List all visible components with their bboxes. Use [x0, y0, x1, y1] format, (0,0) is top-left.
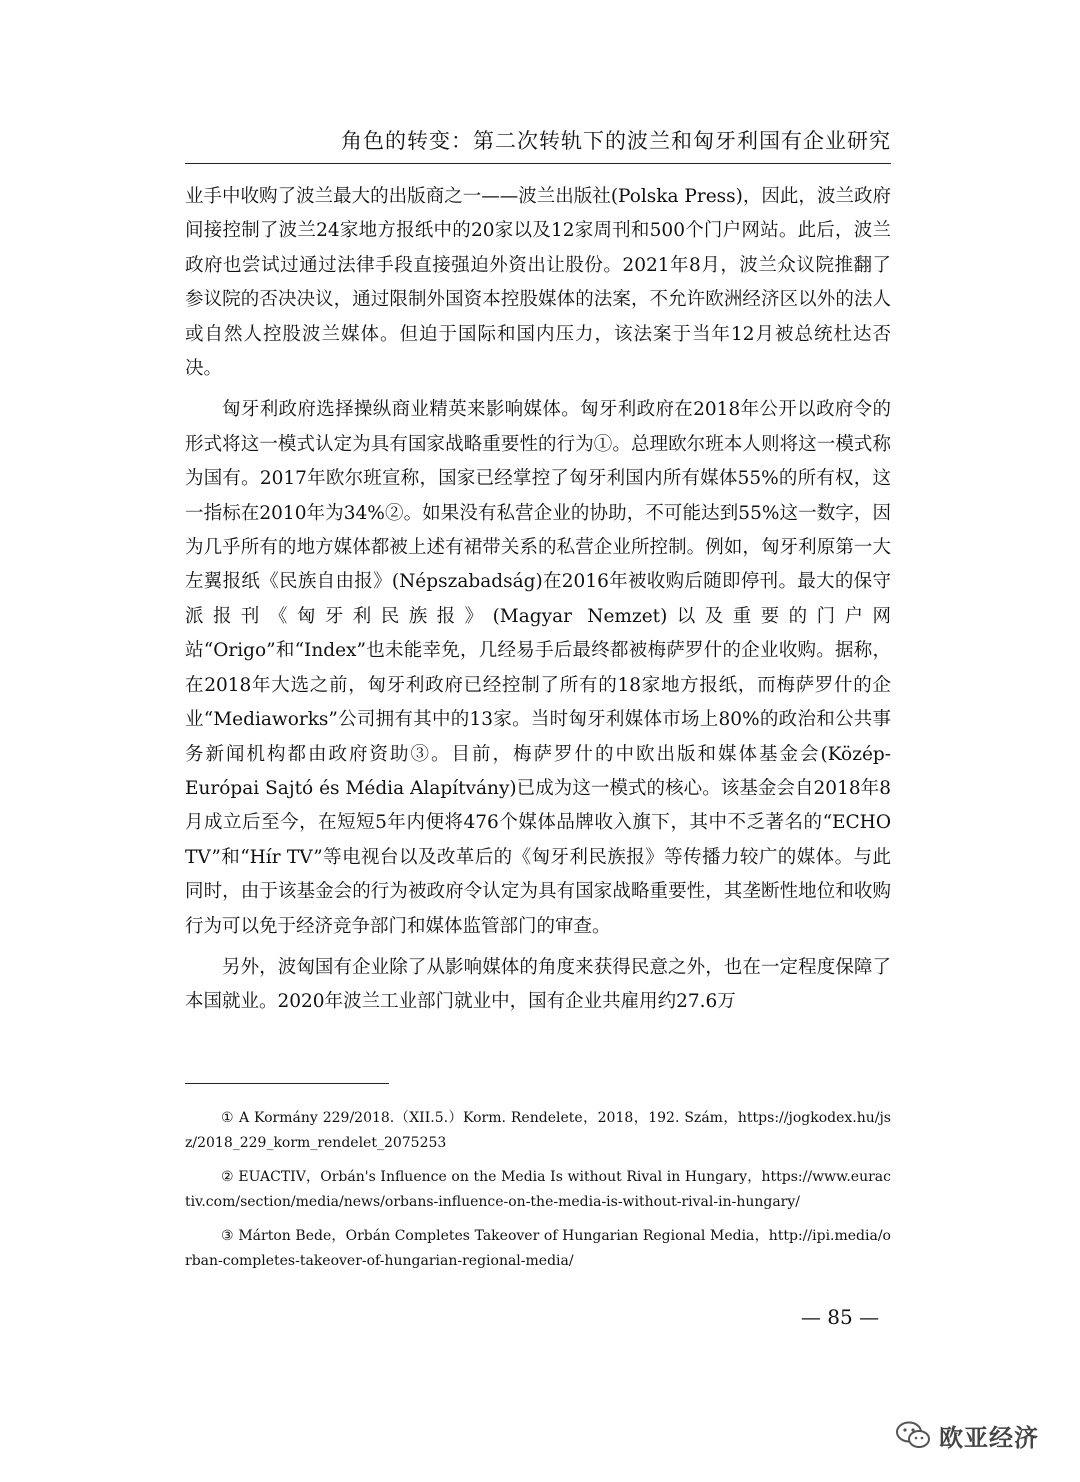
footnote-3: ③ Márton Bede，Orbán Completes Takeover of Hungarian Regional Media，http://ipi.media/orban-completes-takeover-of-hungarian-regional-media/ [185, 1228, 891, 1269]
body-text [185, 180, 891, 1020]
running-title: 角色的转变：第二次转轨下的波兰和匈牙利国有企业研究 [341, 129, 891, 153]
footnote-2: ② EUACTIV，Orbán's Influence on the Media Is without Rival in Hungary，https://www.euractiv.com/section/media/news/orbans-influence-on-the-media-is-without-rival-in-hungary/ [185, 1169, 891, 1210]
watermark [895, 1415, 1039, 1455]
watermark-text: 欧亚经济 [939, 1423, 1039, 1452]
header-rule [185, 163, 891, 164]
body-paragraph-2: 匈牙利政府选择操纵商业精英来影响媒体。匈牙利政府在2018年公开以政府令的形式将这一模式认定为具有国家战略重要性的行为①。总理欧尔班本人则将这一模式称为国有。2017年欧尔班宣称，国家已经掌控了匈牙利国内所有媒体55%的所有权，这一指标在2010年为34%②。如果没有私营企业的协助，不可能达到55%这一数字，因为几乎所有的地方媒体都被上述有裙带关系的私营企业所控制。例如，匈牙利原第一大左翼报纸《民族自由报》(Népszabadság)在2016年被收购后随即停刊。最大的保守派报刊《匈牙利民族报》(Magyar Nemzet)以及重要的门户网站“Origo”和“Index”也未能幸免，几经易手后最终都被梅萨罗什的企业收购。据称，在2018年大选之前，匈牙利政府已经控制了所有的18家地方报纸，而梅萨罗什的企业“Mediaworks”公司拥有其中的13家。当时匈牙利媒体市场上80%的政治和公共事务新闻机构都由政府资助③。目前，梅萨罗什的中欧出版和媒体基金会(Közép-Európai Sajtó és Média Alapítvány)已成为这一模式的核心。该基金会自2018年8月成立后至今，在短短5年内便将476个媒体品牌收入旗下，其中不乏著名的“ECHO TV”和“Hír TV”等电视台以及改革后的《匈牙利民族报》等传播力较广的媒体。与此同时，由于该基金会的行为被政府令认定为具有国家战略重要性，其垄断性地位和收购行为可以免于经济竞争部门和媒体监管部门的审查。 [185, 399, 891, 937]
footnote-1: ① A Kormány 229/2018.（XII.5.）Korm. Rendelete，2018，192. Szám，https://jogkodex.hu/jsz/2018_229_korm_rendelet_2075253 [185, 1110, 891, 1151]
body-paragraph-1: 业手中收购了波兰最大的出版商之一——波兰出版社(Polska Press)，因此，波兰政府间接控制了波兰24家地方报纸中的20家以及12家周刊和500个门户网站。此后，波兰政府也尝试过通过法律手段直接强迫外资出让股份。2021年8月，波兰众议院推翻了参议院的否决决议，通过限制外国资本控股媒体的法案，不允许欧洲经济区以外的法人或自然人控股波兰媒体。但迫于国际和国内压力，该法案于当年12月被总统杜达否决。 [185, 186, 891, 380]
page-number: — 85 — [800, 1305, 880, 1329]
footnote-rule [185, 1083, 389, 1084]
footnotes [185, 1106, 891, 1283]
body-paragraph-3: 另外，波匈国有企业除了从影响媒体的角度来获得民意之外，也在一定程度保障了本国就业。2020年波兰工业部门就业中，国有企业共雇用约27.6万 [185, 956, 891, 1013]
wechat-icon [895, 1420, 931, 1450]
